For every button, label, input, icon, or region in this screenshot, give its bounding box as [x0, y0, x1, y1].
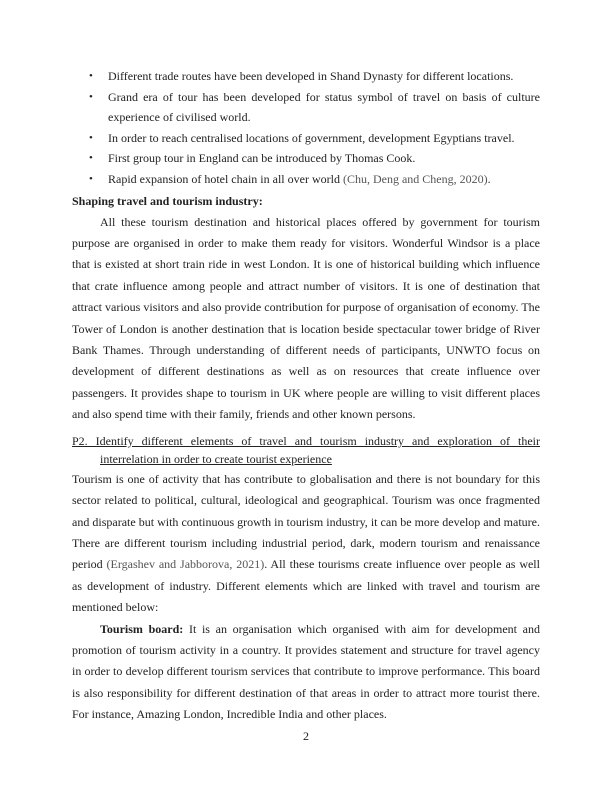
bullet-list [72, 66, 540, 190]
paragraph-text: Tourism is one of activity that has contribute to globalisation and there is not boundary for this sector related to political, cultural, ideological and geographical. Tourism was once fragmented and disparate but with continuous growth in tourism industry, it can be more develop and mature. There are different tourism including industrial period, dark, modern tourism and renaissance period [72, 471, 540, 572]
paragraph-tourism-board [72, 619, 540, 726]
bullet-text: Grand era of tour has been developed for status symbol of travel on basis of culture experience of civilised world. [108, 89, 540, 125]
bullet-icon: • [89, 90, 93, 103]
bullet-text: Different trade routes have been developed in Shand Dynasty for different locations. [108, 69, 514, 83]
paragraph-text: It is an organisation which organised with aim for development and promotion of tourism activity in a country. It provides statement and structure for travel agency in order to develop different tourism services that contribute to improve performance. This board is also responsibility for different destination of that areas in order to attract more tourist there. For instance, Amazing London, Incredible India and other places. [72, 621, 540, 722]
page-number: 2 [303, 729, 309, 743]
paragraph-text: . All these tourisms create influence over people as well as development of industry. Different elements which are linked with travel and tourism are mentioned below: [72, 557, 540, 615]
bullet-icon: • [89, 172, 93, 185]
citation: (Ergashev and Jabborova, 2021) [106, 557, 265, 572]
list-item [72, 87, 540, 128]
section-heading-p2: P2. Identify different elements of travel and tourism industry and exploration of their interrelation in order to create tourist experience [72, 433, 540, 467]
bullet-text: Rapid expansion of hotel chain in all over world [108, 171, 343, 186]
bullet-icon: • [89, 70, 93, 82]
list-item [72, 169, 540, 190]
document-page [72, 66, 540, 726]
bullet-icon: • [89, 152, 93, 165]
list-item [72, 128, 540, 149]
paragraph-shaping: All these tourism destination and historical places offered by government for tourism purpose are organised in order to make them ready for visitors. Wonderful Windsor is a place that is existed at short train ride in west London. It is one of historical building which influence that crate influence among people and attract number of visitors. It is one of destination that attract various visitors and also provide contribution for purpose of organisation of economy. The Tower of London is another destination that is location beside spectacular tower bridge of River Bank Thames. Through understanding of different needs of participants, UNWTO focus on development of different destinations as well as on resources that create influence over passengers. It provides shape to tourism in UK where people are willing to visit different places and also spend time with their family, friends and other known persons. [72, 214, 540, 422]
citation: (Chu, Deng and Cheng, 2020) [342, 171, 488, 186]
bullet-text: First group tour in England can be introduced by Thomas Cook. [108, 151, 416, 166]
section-heading-shaping: Shaping travel and tourism industry: [72, 193, 263, 208]
bullet-text-end: . [487, 171, 491, 186]
bullet-text: In order to reach centralised locations of government, development Egyptians travel. [108, 130, 515, 145]
paragraph-tourism-intro [72, 469, 540, 619]
term-label: Tourism board: [100, 621, 184, 636]
bullet-icon: • [89, 131, 93, 144]
list-item [72, 148, 540, 169]
list-item [72, 66, 540, 87]
